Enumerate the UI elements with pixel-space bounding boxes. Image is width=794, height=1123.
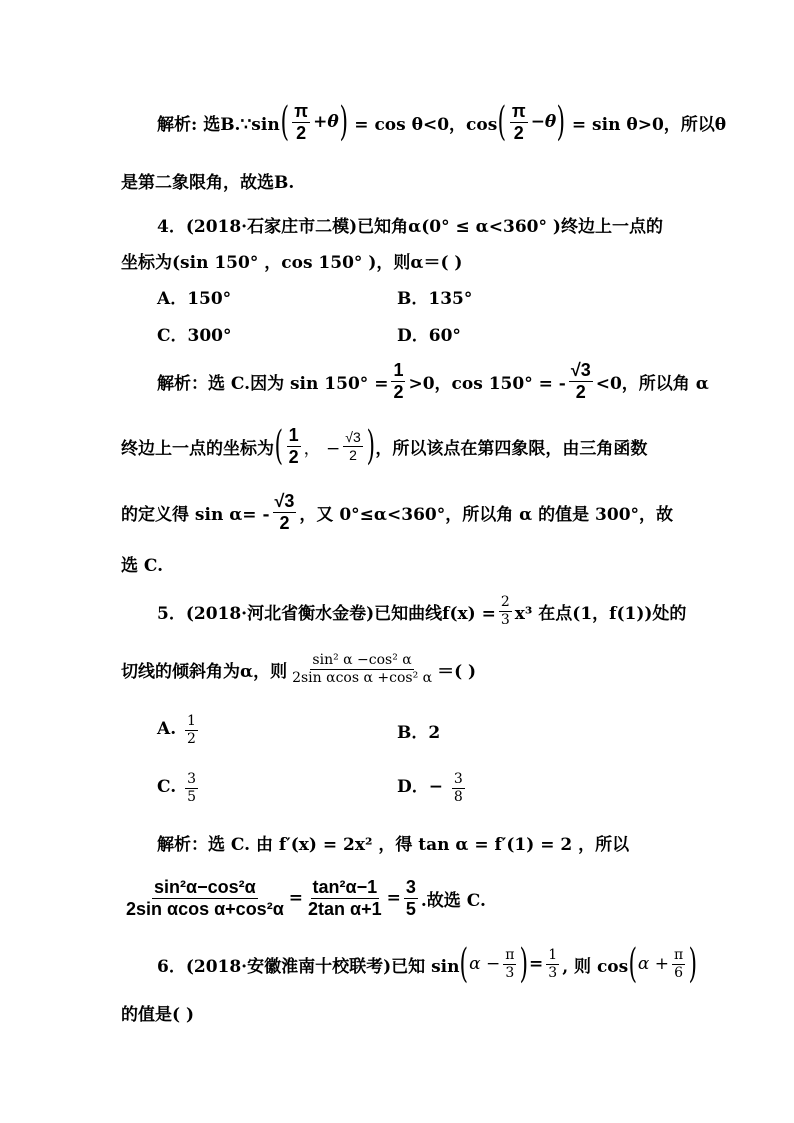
fraction: $\frac{1}{2}$ <box>393 359 404 402</box>
option-a: A. $\frac{1}{2}$ <box>157 713 196 747</box>
option-d: D．60° <box>397 325 461 346</box>
question-4-solution-4: 选 C. <box>121 555 164 576</box>
question-4-solution-2: 终边上一点的坐标为 ( $\frac{1}{2}$ ， − $\frac{√3}{2}$ ) ，所以该点在第四象限，由三角函数 <box>121 423 648 469</box>
fraction: $\frac{3}{8}$ <box>453 771 463 805</box>
question-4-options-row-2 <box>0 321 794 345</box>
question-5-stem-2: 切线的倾斜角为α，则 $\frac{\text{sin² α −cos² α}}{\text{2sin αcos α +cos² α}}$ ＝( ) <box>121 652 477 686</box>
question-4-stem-2: 坐标为(sin 150° ，cos 150° )，则α＝( ) <box>121 252 463 273</box>
fraction: $\frac{1}{2}$ <box>187 713 196 747</box>
option-b: B．2 <box>397 722 441 743</box>
question-5-options-row-2 <box>0 765 794 811</box>
fraction-pi-over-2: $\frac{\pi}{2}$ <box>511 100 526 143</box>
option-c: C. $\frac{3}{5}$ <box>157 771 196 805</box>
question-4-options-row-1 <box>0 284 794 308</box>
option-b: B．135° <box>397 288 473 309</box>
option-d: D．− $\frac{3}{8}$ <box>397 771 463 805</box>
question-5-solution-1: 解析：选 C. 由 f′(x) = 2x² ，得 tan α = f′(1) = 2 ，所以 <box>157 834 630 855</box>
fraction-pi-over-2: $\frac{\pi}{2}$ <box>294 100 309 143</box>
fraction: $\frac{√3}{2}$ <box>345 429 361 463</box>
fraction: $\frac{\pi}{3}$ <box>505 947 515 981</box>
fraction: $\frac{1}{3}$ <box>548 947 558 981</box>
question-5-solution-2: $\frac{\text{sin²α−cos²α}}{\text{2sin αcos α+cos²α}}$ = $\frac{\text{tan²α−1}}{\text{2tan α+1}}$ = $\frac{3}{5}$ .故选 C. <box>126 876 486 919</box>
fraction: $\frac{3}{5}$ <box>187 771 196 805</box>
fraction: $\frac{\pi}{6}$ <box>673 947 684 981</box>
question-6-stem-1: 6．(2018·安徽淮南十校联考)已知 sin ( α − $\frac{\pi}{3}$ ) = $\frac{1}{3}$ , 则 cos ( α + $\frac{\pi}{6}$ ) <box>157 941 698 987</box>
question-4-stem-1: 4．(2018·石家庄市二模)已知角α(0° ≤ α<360° )终边上一点的 <box>157 216 663 237</box>
solution-line-1: 解析: 选B.∵sin ( $\frac{\pi}{2}$ +θ ) = cos θ<0，cos ( $\frac{\pi}{2}$ −θ ) = sin θ>0，所以θ <box>157 99 727 145</box>
question-4-solution-1: 解析：选 C.因为 sin 150° = $\frac{1}{2}$ >0，cos 150° = - $\frac{√3}{2}$ <0，所以角 α <box>157 359 709 402</box>
fraction: $\frac{√3}{2}$ <box>570 359 591 402</box>
fraction: $\frac{3}{5}$ <box>405 876 416 919</box>
question-5-stem-1: 5．(2018·河北省衡水金卷)已知曲线f(x) = $\frac{2}{3}$ x³ 在点(1，f(1))处的 <box>157 594 687 628</box>
fraction: $\frac{\text{sin²α−cos²α}}{\text{2sin αcos α+cos²α}}$ <box>126 876 284 919</box>
fraction: $\frac{\text{tan²α−1}}{\text{2tan α+1}}$ <box>308 876 382 919</box>
solution-line-2: 是第二象限角，故选B. <box>121 172 295 193</box>
question-6-stem-2: 的值是( ) <box>121 1004 195 1025</box>
fraction: $\frac{√3}{2}$ <box>274 490 295 533</box>
option-a: A．150° <box>157 288 232 309</box>
fraction: $\frac{1}{2}$ <box>288 424 299 467</box>
fraction: $\frac{\text{sin² α −cos² α}}{\text{2sin αcos α +cos² α}}$ <box>292 652 433 686</box>
option-c: C．300° <box>157 325 232 346</box>
question-5-options-row-1 <box>0 707 794 753</box>
question-4-solution-3: 的定义得 sin α= - $\frac{√3}{2}$ ，又 0°≤α<360°，所以角 α 的值是 300°，故 <box>121 490 674 533</box>
fraction: $\frac{2}{3}$ <box>500 594 510 628</box>
